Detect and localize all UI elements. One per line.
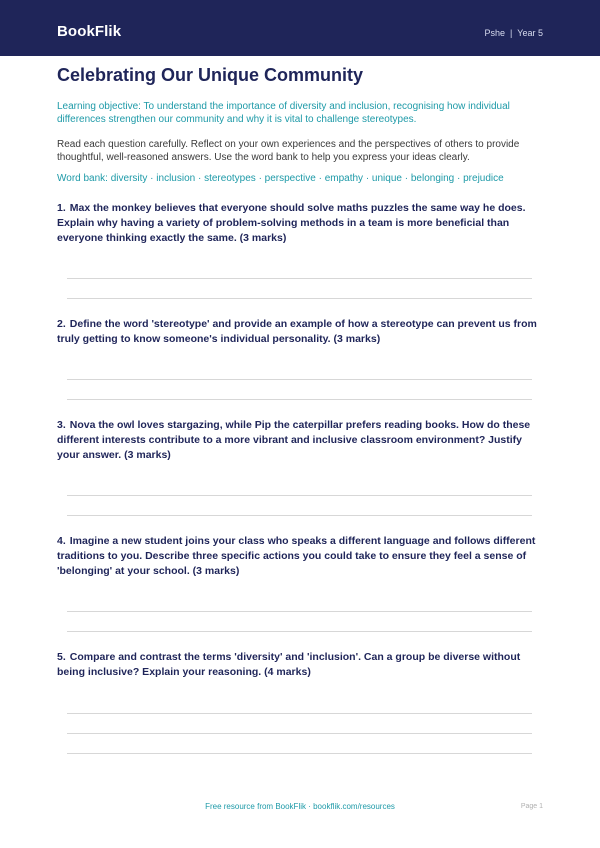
question-number: 1. [57,202,66,214]
answer-line[interactable] [67,278,532,279]
learning-objective: Learning objective: To understand the importance of diversity and inclusion, recognising how individual differences strengthen our community and why it is vital to challenge stereotypes. [57,101,510,125]
question-1 [57,201,547,246]
answer-line[interactable] [67,495,532,496]
answer-line[interactable] [67,379,532,380]
subject-year-label [484,28,543,38]
question-text: Define the word 'stereotype' and provide an example of how a stereotype can prevent us from truly getting to know someone's individual personality. (3 marks) [57,318,537,345]
page-header [0,0,600,56]
brand-logo-text: BookFlik [57,23,122,40]
answer-line[interactable] [67,631,532,632]
answer-line[interactable] [67,733,532,734]
word-bank: Word bank: diversity · inclusion · stereotypes · perspective · empathy · unique · belonging · prejudice [57,173,504,184]
answer-line[interactable] [67,399,532,400]
question-text: Imagine a new student joins your class who speaks a different language and follows different traditions to you. Describe three specific actions you could take to ensure they feel a sense of 'belonging' at your school. (3 marks) [57,535,536,577]
header-separator: | [509,28,513,38]
answer-line[interactable] [67,515,532,516]
question-number: 3. [57,419,66,431]
answer-line[interactable] [67,713,532,714]
question-text: Max the monkey believes that everyone should solve maths puzzles the same way he does. Explain why having a variety of problem-solving methods in a team is more beneficial than everyone thinking exactly the same. (3 marks) [57,202,526,244]
question-text: Compare and contrast the terms 'diversity' and 'inclusion'. Can a group be diverse without being inclusive? Explain your reasoning. (4 marks) [57,651,521,678]
question-number: 2. [57,318,66,330]
year-label: Year 5 [517,28,543,38]
answer-line[interactable] [67,753,532,754]
question-4 [57,534,547,579]
question-5 [57,650,547,680]
question-3 [57,418,547,463]
question-2 [57,317,547,347]
footer-resource-link[interactable]: Free resource from BookFlik · bookflik.com/resources [205,802,395,811]
page-title: Celebrating Our Unique Community [57,65,364,85]
subject-label: Pshe [484,28,505,38]
instructions-text: Read each question carefully. Reflect on your own experiences and the perspectives of others to provide thoughtful, well-reasoned answers. Use the word bank to help you express your ideas clearly. [57,139,520,163]
page-number: Page 1 [520,803,543,810]
question-text: Nova the owl loves stargazing, while Pip the caterpillar prefers reading books. How do these different interests contribute to a more vibrant and inclusive classroom environment? Justify your answer. (3 marks) [57,419,531,461]
question-number: 4. [57,535,66,547]
question-number: 5. [57,651,66,663]
answer-line[interactable] [67,611,532,612]
answer-line[interactable] [67,298,532,299]
